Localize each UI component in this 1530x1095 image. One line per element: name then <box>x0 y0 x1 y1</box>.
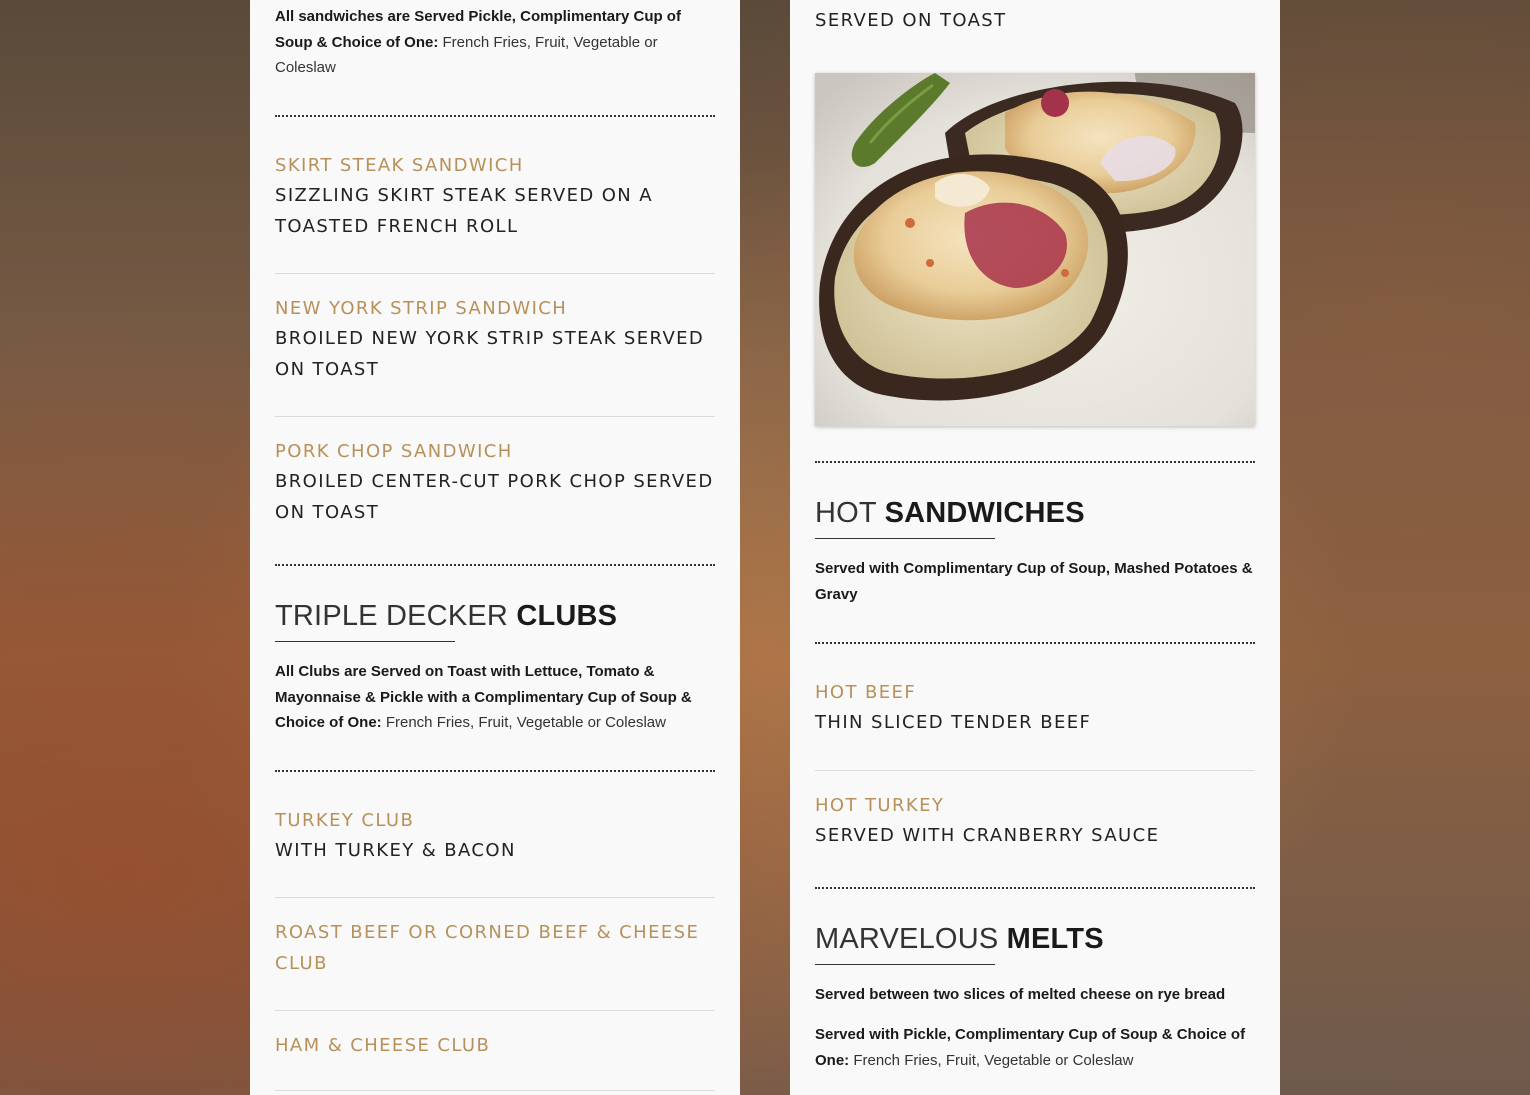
menu-item-desc-line: ON TOAST <box>275 358 380 380</box>
menu-item-name: NEW YORK STRIP SANDWICH <box>275 298 568 319</box>
section-title-light: MARVELOUS <box>815 923 1007 955</box>
item-divider <box>275 416 715 417</box>
menu-item-desc <box>275 181 715 242</box>
menu-item-name: TURKEY CLUB <box>275 810 415 831</box>
section-divider <box>275 564 715 566</box>
section-title-bold: CLUBS <box>516 600 618 632</box>
menu-item-name <box>275 917 715 979</box>
item-divider <box>815 770 1255 771</box>
title-underline <box>815 538 995 539</box>
section-divider <box>815 887 1255 889</box>
sandwiches-intro <box>275 4 715 81</box>
section-divider <box>275 115 715 117</box>
sandwiches-intro-bold: All sandwiches are Served Pickle, Complimentary Cup of Soup & Choice of One: <box>275 8 681 51</box>
menu-item-name: SKIRT STEAK SANDWICH <box>275 155 524 176</box>
menu-item-desc-line: ON TOAST <box>275 501 380 523</box>
food-image <box>815 73 1255 426</box>
menu-item-desc-line: BROILED NEW YORK STRIP STEAK SERVED <box>275 328 705 349</box>
hot-sandwiches-header <box>815 496 1255 539</box>
item-divider <box>275 273 715 274</box>
menu-item-hot-beef <box>815 677 1255 739</box>
menu-item-desc: THIN SLICED TENDER BEEF <box>815 712 1092 733</box>
menu-item-name: HOT TURKEY <box>815 795 945 816</box>
clubs-intro-normal: French Fries, Fruit, Vegetable or Coleslaw <box>381 714 666 731</box>
menu-item-name-line: CLUB <box>275 953 328 974</box>
menu-item-desc-line: TOASTED FRENCH ROLL <box>275 215 519 237</box>
melts-intro-2-normal: French Fries, Fruit, Vegetable or Coleslaw <box>849 1051 1134 1069</box>
reuben-sandwich-photo <box>815 73 1255 426</box>
section-title <box>815 922 1255 956</box>
menu-item-name: PORK CHOP SANDWICH <box>275 441 513 462</box>
section-divider <box>815 461 1255 463</box>
melts-intro-1 <box>815 982 1255 1008</box>
title-underline <box>815 964 995 965</box>
melts-intro-2-bold: Served with Pickle, Complimentary Cup of Soup & Choice of One: <box>815 1026 1246 1069</box>
hot-sandwiches-intro <box>815 556 1255 607</box>
menu-item-desc: WITH TURKEY & BACON <box>275 840 516 861</box>
section-title <box>815 496 1255 530</box>
melts-intro-1-bold: Served between two slices of melted cheese on rye bread <box>815 986 1226 1003</box>
item-divider <box>275 1090 715 1091</box>
section-divider <box>815 642 1255 644</box>
item-divider <box>275 897 715 898</box>
section-title-light: TRIPLE DECKER <box>275 600 517 632</box>
menu-item-pork-chop <box>275 436 715 528</box>
menu-item-desc-line: SIZZLING SKIRT STEAK SERVED ON A <box>275 185 654 206</box>
section-title-light: HOT <box>815 497 885 529</box>
menu-item-desc: SERVED WITH CRANBERRY SAUCE <box>815 825 1160 846</box>
menu-panel-left <box>250 0 740 1095</box>
sandwiches-intro-normal: French Fries, Fruit, Vegetable or Coleslaw <box>275 33 658 76</box>
section-title-bold: MELTS <box>1006 923 1104 955</box>
melts-section-header <box>815 922 1255 965</box>
menu-item-desc <box>275 324 715 385</box>
clubs-intro <box>275 659 715 736</box>
section-title-bold: SANDWICHES <box>884 497 1085 529</box>
clubs-intro-bold: All Clubs are Served on Toast with Lettuce, Tomato & Mayonnaise & Pickle with a Complimentary Cup of Soup & Choice of One: <box>275 663 692 731</box>
clubs-section-header <box>275 599 715 642</box>
menu-item-turkey-club <box>275 805 715 867</box>
title-underline <box>275 641 455 642</box>
melts-intro-2 <box>815 1022 1255 1073</box>
item-divider <box>275 1010 715 1011</box>
menu-item-ny-strip <box>275 293 715 385</box>
menu-item-desc: SERVED ON TOAST <box>815 10 1007 31</box>
menu-item-hot-turkey <box>815 790 1255 852</box>
menu-item-ham-cheese-club <box>275 1030 715 1061</box>
menu-item-name-line: ROAST BEEF OR CORNED BEEF & CHEESE <box>275 922 700 943</box>
section-divider <box>275 770 715 772</box>
menu-item-roast-beef-club <box>275 917 715 979</box>
menu-item-name: HOT BEEF <box>815 682 917 703</box>
menu-item-desc-line: BROILED CENTER-CUT PORK CHOP SERVED <box>275 471 714 492</box>
menu-item-name: HAM & CHEESE CLUB <box>275 1035 491 1056</box>
menu-item-desc <box>275 467 715 528</box>
section-title <box>275 599 715 633</box>
hot-sandwiches-intro-bold: Served with Complimentary Cup of Soup, Mashed Potatoes & Gravy <box>815 560 1253 603</box>
menu-panel-right <box>790 0 1280 1095</box>
menu-item-skirt-steak <box>275 150 715 242</box>
